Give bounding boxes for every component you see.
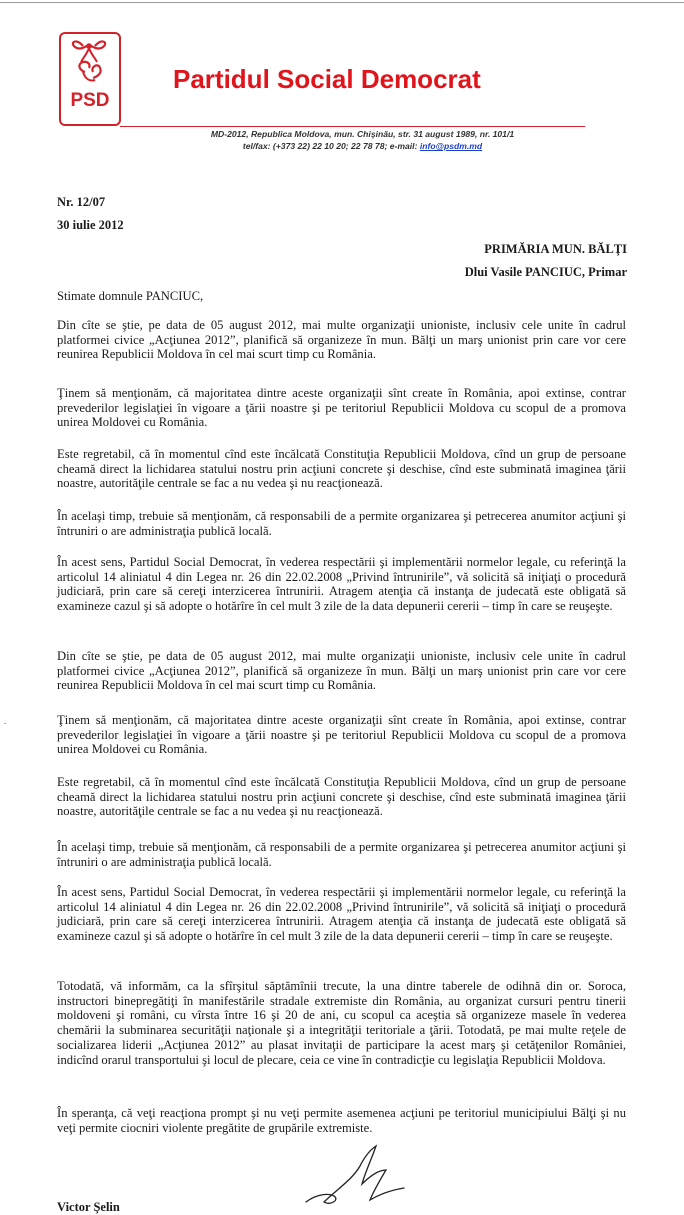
paragraph: Din cîte se ştie, pe data de 05 august 2012, mai multe organizaţii unioniste, inclusiv cele unite în cadrul platformei civice „Acţiunea 2012”, planifică să organizeze în mun. Bălţi un marş unionist prin care vor cere reunirea Republicii Moldova în cel mai scurt timp cu România. — [57, 649, 626, 693]
address-line: MD-2012, Republica Moldova, mun. Chişinău, str. 31 august 1989, nr. 101/1 — [210, 129, 515, 139]
paragraph: În speranţa, că veţi reacţiona prompt şi nu veţi permite asemenea acţiuni pe teritoriul municipiului Bălţi şi nu veţi permite ciocniri violente pregătite de grupările extremiste. — [57, 1106, 626, 1135]
paragraph: Din cîte se ştie, pe data de 05 august 2012, mai multe organizaţii unioniste, inclusiv cele unite în cadrul platformei civice „Acţiunea 2012”, planifică să organizeze în mun. Bălţi un marş unionist prin care vor cere reunirea Republicii Moldova în cel mai scurt timp cu România. — [57, 318, 626, 362]
top-border-line — [0, 2, 684, 3]
recipient-person: Dlui Vasile PANCIUC, Primar — [464, 265, 627, 279]
header-divider — [120, 126, 585, 127]
paragraph: Este regretabil, că în momentul cînd este încălcată Constituţia Republicii Moldova, cînd un grup de persoane cheamă direct la lichidarea statului nostru prin acţiuni concrete şi deschise, cînd este subminată imaginea ţării noastre, autorităţile centrale se fac a nu vedea şi nu reacţionează. — [57, 447, 626, 491]
party-name-heading: Partidul Social Democrat — [173, 64, 481, 94]
salutation: Stimate domnule PANCIUC, — [57, 289, 204, 303]
logo-text: PSD — [70, 90, 110, 111]
recipient-institution: PRIMĂRIA MUN. BĂLŢI — [484, 242, 627, 256]
psd-logo — [59, 32, 121, 126]
paragraph: Este regretabil, că în momentul cînd este încălcată Constituţia Republicii Moldova, cînd un grup de persoane cheamă direct la lichidarea statului nostru prin acţiuni concrete şi deschise, cînd este subminată imaginea ţării noastre, autorităţile centrale se fac a nu vedea şi nu reacţionează. — [57, 775, 626, 819]
document-date: 30 iulie 2012 — [57, 218, 124, 232]
paragraph: În acelaşi timp, trebuie să menţionăm, că responsabili de a permite organizarea şi petrecerea anumitor acţiuni şi întruniri o are administraţia publică locală. — [57, 840, 626, 869]
contact-prefix: tel/fax: (+373 22) 22 10 20; 22 78 78; e-mail: — [242, 141, 420, 151]
rose-emblem-icon — [61, 34, 119, 90]
paragraph: În acest sens, Partidul Social Democrat, în vederea respectării şi implementării normelor legale, cu referinţă la articolul 14 aliniatul 4 din Legea nr. 26 din 22.02.2008 „Privind întrunirile”, vă solicită să iniţiaţi o procedură judiciară, prin care să cereţi interzicerea întrunirii. Atragem atenţia că instanţa de judecată este obligată să examineze cazul şi să adopte o hotărîre în cel mult 3 zile de la data depunerii cererii – timp în care se reuşeşte. — [57, 885, 626, 944]
document-number: Nr. 12/07 — [57, 195, 106, 209]
email-link[interactable]: info@psdm.md — [419, 141, 483, 151]
paragraph: Ţinem să menţionăm, că majoritatea dintre aceste organizaţii sînt create în România, apoi extinse, contrar prevederilor legislaţiei în vigoare a ţării noastre şi pe teritoriul Republicii Moldova cu scopul de a promova unirea Moldovei cu România. — [57, 713, 626, 757]
handwritten-signature — [300, 1140, 410, 1210]
signer-name: Victor Şelin — [57, 1200, 120, 1214]
paragraph: Ţinem să menţionăm, că majoritatea dintre aceste organizaţii sînt create în România, apoi extinse, contrar prevederilor legislaţiei în vigoare a ţării noastre şi pe teritoriul Republicii Moldova cu scopul de a promova unirea Moldovei cu România. — [57, 386, 626, 430]
paragraph: În acest sens, Partidul Social Democrat, în vederea respectării şi implementării normelor legale, cu referinţă la articolul 14 aliniatul 4 din Legea nr. 26 din 22.02.2008 „Privind întrunirile”, vă solicită să iniţiaţi o procedură judiciară, prin care să cereţi interzicerea întrunirii. Atragem atenţia că instanţa de judecată este obligată să examineze cazul şi să adopte o hotărîre în cel mult 3 zile de la data depunerii cererii – timp în care se reuşeşte. — [57, 555, 626, 614]
side-mark: . — [4, 716, 7, 726]
paragraph: În acelaşi timp, trebuie să menţionăm, că responsabili de a permite organizarea şi petrecerea anumitor acţiuni şi întruniri o are administraţia publică locală. — [57, 509, 626, 538]
contact-line — [120, 141, 605, 151]
paragraph: Totodată, vă informăm, ca la sfîrşitul săptămînii trecute, la una dintre taberele de odihnă din or. Soroca, instructori binepregătiţi în manifestările stradale extremiste din România, au organizat cursuri pentru tinerii moldoveni şi români, cu vîrsta între 16 şi 20 de ani, cu scopul ca aceştia să organizeze masele în vederea chemării la subminarea securităţii naţionale şi a integrităţii teritoriale a ţării. Totodată, pe mai multe reţele de socializarea liderii „Acţiunea 2012” au plasat invitaţii de participare la acest marş şi cetăţenilor României, indicînd orarul transportului şi locul de plecare, ceia ce vine în contradicţie cu legislaţia Republicii Moldova. — [57, 979, 626, 1067]
